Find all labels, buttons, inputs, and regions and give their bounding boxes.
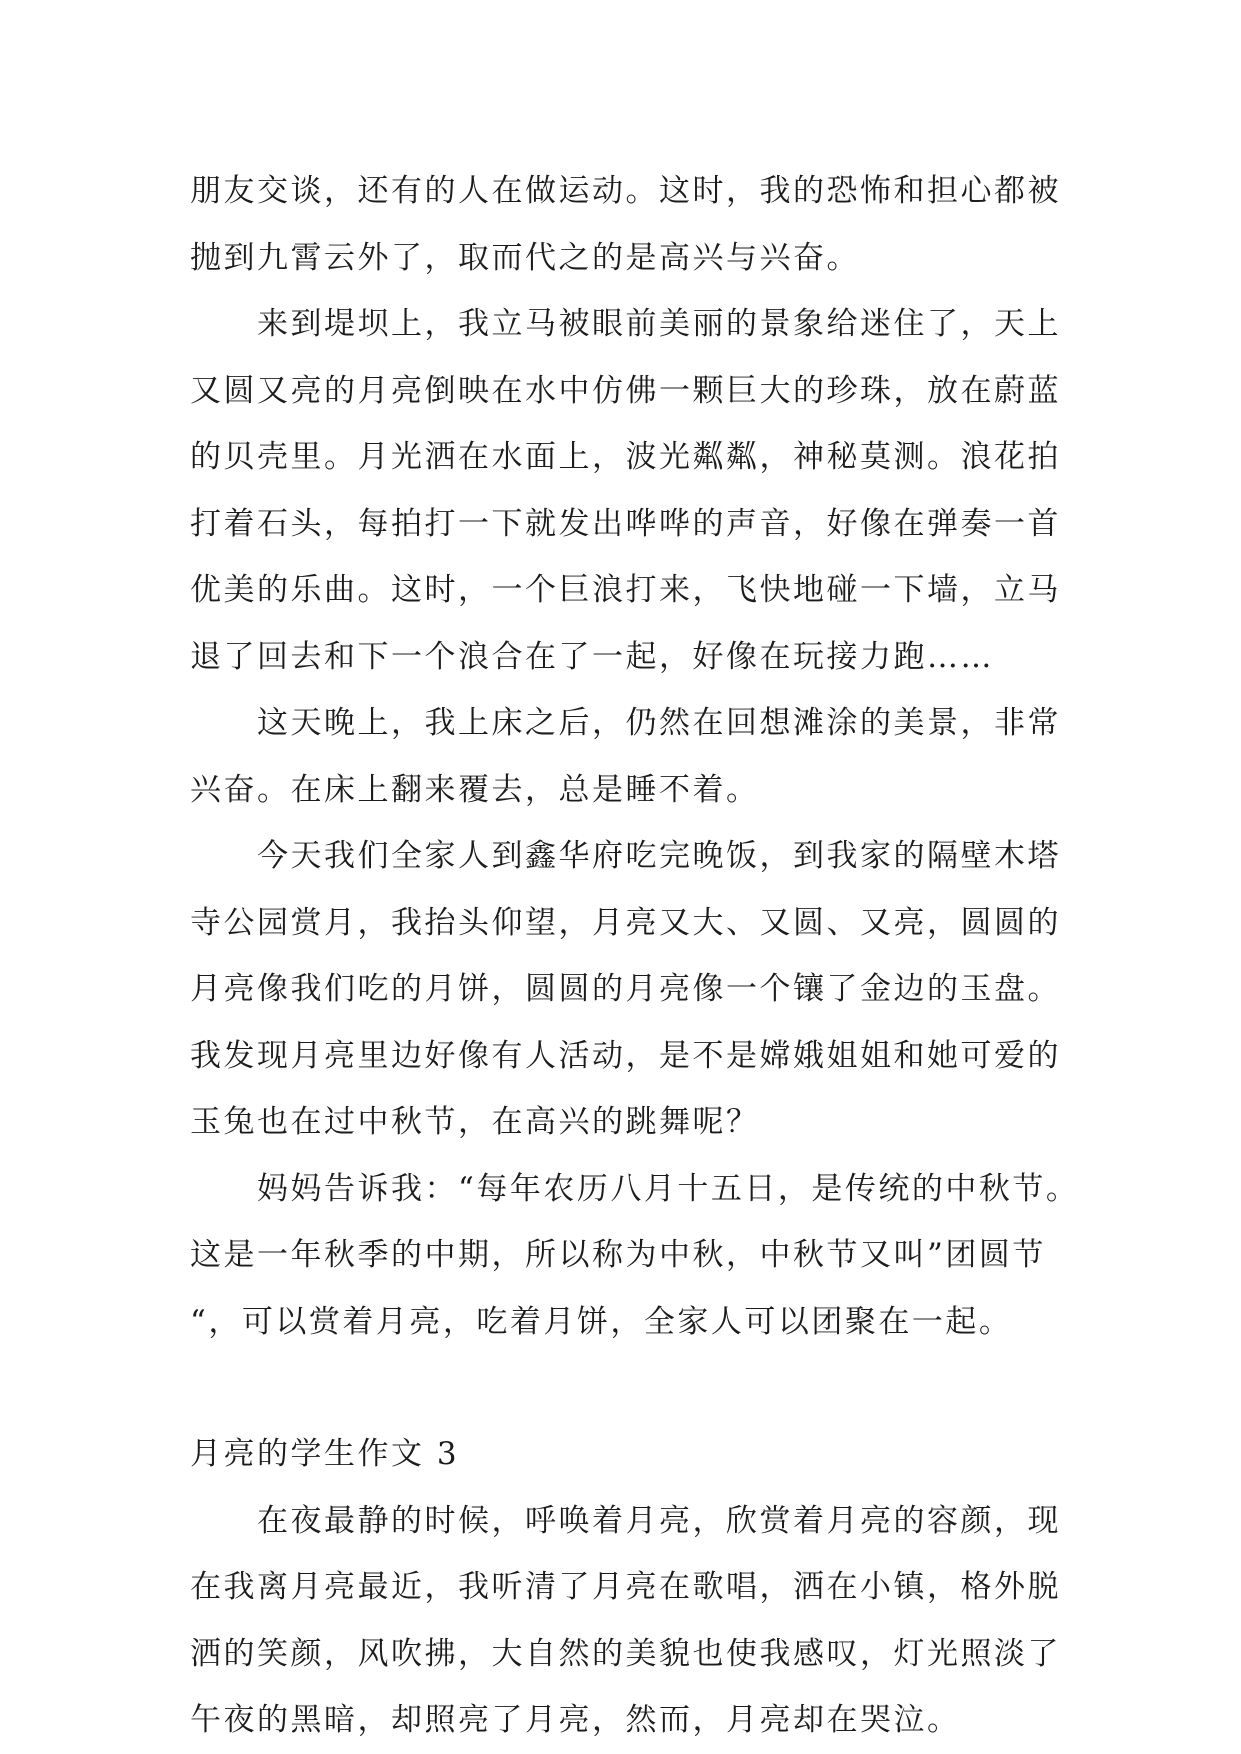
text-line: 这是一年秋季的中期，所以称为中秋，中秋节又叫”团圆节 xyxy=(190,1237,1046,1273)
text-line: 来到堤坝上，我立马被眼前美丽的景象给迷住了，天上 xyxy=(190,306,1061,342)
text-line: 抛到九霄云外了，取而代之的是高兴与兴奋。 xyxy=(190,239,860,276)
text-line: 兴奋。在床上翻来覆去，总是睡不着。 xyxy=(190,771,760,808)
text-line: 月亮像我们吃的月饼，圆圆的月亮像一个镶了金边的玉盘。 xyxy=(190,971,1061,1007)
text-line: “，可以赏着月亮，吃着月饼，全家人可以团聚在一起。 xyxy=(190,1303,1013,1340)
text-line: 今天我们全家人到鑫华府吃完晚饭，到我家的隔壁木塔 xyxy=(190,838,1061,874)
text-line: 玉兔也在过中秋节，在高兴的跳舞呢？ xyxy=(190,1104,760,1140)
text-line: 这天晚上，我上床之后，仍然在回想滩涂的美景，非常 xyxy=(190,705,1061,741)
section-spacer xyxy=(190,1355,1070,1421)
text-line: 朋友交谈，还有的人在做运动。这时，我的恐怖和担心都被 xyxy=(190,173,1061,209)
essay-body xyxy=(190,158,1080,1754)
text-line: 在我离月亮最近，我听清了月亮在歌唱，洒在小镇，格外脱 xyxy=(190,1569,1061,1605)
text-line: 洒的笑颜，风吹拂，大自然的美貌也使我感叹，灯光照淡了 xyxy=(190,1635,1061,1672)
text-line: 又圆又亮的月亮倒映在水中仿佛一颗巨大的珍珠，放在蔚蓝 xyxy=(190,372,1061,409)
text-line: 打着石头，每拍打一下就发出哗哗的声音，好像在弹奏一首 xyxy=(190,505,1061,542)
text-line: 我发现月亮里边好像有人活动，是不是嫦娥姐姐和她可爱的 xyxy=(190,1037,1061,1074)
text-line: 退了回去和下一个浪合在了一起，好像在玩接力跑…… xyxy=(190,638,994,675)
section-title: 月亮的学生作文 3 xyxy=(190,1436,460,1472)
text-line: 优美的乐曲。这时，一个巨浪打来，飞快地碰一下墙，立马 xyxy=(190,572,1061,608)
text-line: 妈妈告诉我：“每年农历八月十五日，是传统的中秋节。 xyxy=(190,1170,1080,1207)
text-line: 寺公园赏月，我抬头仰望，月亮又大、又圆、又亮，圆圆的 xyxy=(190,904,1061,941)
text-line: 的贝壳里。月光洒在水面上，波光粼粼，神秘莫测。浪花拍 xyxy=(190,439,1061,475)
text-line: 在夜最静的时候，呼唤着月亮，欣赏着月亮的容颜，现 xyxy=(190,1502,1061,1539)
text-line: 午夜的黑暗，却照亮了月亮，然而，月亮却在哭泣。 xyxy=(190,1702,961,1738)
